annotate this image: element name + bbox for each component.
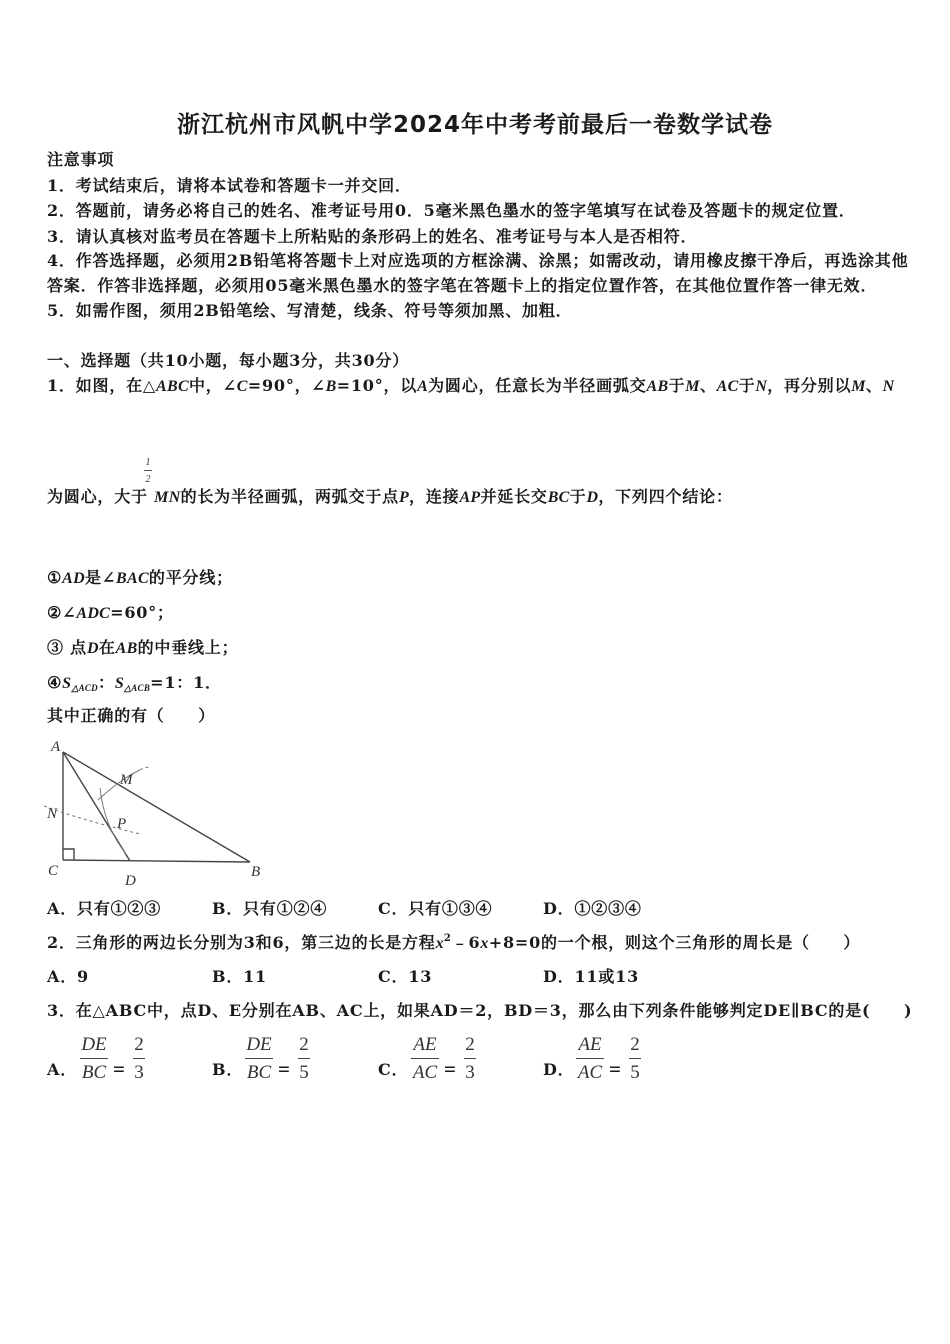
math-symbol: D	[86, 640, 99, 657]
q1-option-b: B．只有①②④	[212, 899, 328, 918]
text-run: ：	[98, 673, 115, 692]
text-run: 2	[443, 933, 452, 944]
text-run: 1．如图，在△	[47, 376, 157, 395]
value-fraction	[298, 1034, 310, 1084]
text-run: ﹣6	[451, 933, 481, 952]
text-run: +8=0的一个根，则这个三角形的周长是（ ）	[488, 933, 861, 952]
fraction-bar	[464, 1058, 476, 1059]
math-symbol: D	[586, 489, 599, 506]
math-symbol: AD	[62, 570, 85, 587]
fraction-bar	[144, 470, 152, 471]
math-symbol: x	[435, 935, 444, 952]
fraction-denominator: AC	[412, 1062, 438, 1083]
fraction-bar	[411, 1058, 439, 1059]
label-a: A	[51, 739, 61, 755]
fraction-denominator: 5	[630, 1062, 640, 1083]
q1-conclusion-4	[47, 674, 222, 693]
value-fraction	[629, 1034, 641, 1084]
equals-sign: =	[609, 1057, 621, 1081]
text-run: ③ 点	[47, 638, 87, 657]
option-label: A．	[47, 1060, 78, 1079]
fraction-bar	[133, 1058, 145, 1059]
math-symbol: BAC	[116, 570, 149, 587]
fraction-one-half	[143, 457, 153, 485]
fraction-denominator: 3	[134, 1062, 144, 1083]
text-run: 的中垂线上；	[137, 638, 239, 657]
math-symbol: B	[325, 378, 337, 395]
ratio-fraction	[80, 1034, 108, 1084]
ratio-fraction	[576, 1034, 604, 1084]
label-n: N	[47, 806, 58, 822]
notice-heading: 注意事项	[47, 150, 115, 169]
value-fraction	[133, 1034, 145, 1084]
q3-option-c	[378, 1034, 498, 1086]
q2-option-a: A．9	[47, 967, 89, 986]
q3-stem: 3．在△ABC中，点D、E分别在AB、AC上，如果AD＝2，BD＝3，那么由下列条件能够判定DE∥BC的是( )	[47, 1001, 913, 1020]
text-run: 于	[569, 487, 587, 506]
fraction-denominator: BC	[246, 1062, 272, 1083]
text-run: 为圆心，任意长为半径画弧交	[428, 376, 647, 395]
text-run: ④	[47, 673, 63, 692]
text-run: =10°，以	[336, 376, 418, 395]
value-fraction	[464, 1034, 476, 1084]
notice-line-4: 4．作答选择题，必须用2B铅笔将答题卡上对应选项的方框涂满、涂黑；如需改动，请用橡皮擦干净后，再选涂其他	[47, 251, 909, 270]
text-run: 于	[738, 376, 756, 395]
right-angle-mark	[63, 849, 74, 860]
triangle-diagram	[40, 736, 270, 891]
fraction-numerator: AE	[578, 1034, 602, 1055]
math-symbol: MN	[154, 489, 181, 506]
q2-option-c: C．13	[378, 967, 433, 986]
fraction-denominator: AC	[577, 1062, 603, 1083]
math-symbol: x	[480, 935, 489, 952]
text-run: =90°，∠	[247, 376, 326, 395]
math-symbol: AB	[646, 378, 669, 395]
fraction-numerator: 2	[299, 1034, 309, 1055]
text-run: =1：1．	[150, 673, 222, 692]
label-d: D	[125, 873, 136, 889]
fraction-numerator: 2	[465, 1034, 475, 1055]
q3-option-a	[47, 1034, 167, 1086]
fraction-numerator: AE	[413, 1034, 437, 1055]
text-run: ，下列四个结论：	[598, 487, 733, 506]
equals-sign: =	[278, 1057, 290, 1081]
math-symbol: AP	[459, 489, 481, 506]
fraction-denominator: 2	[145, 474, 151, 485]
label-p: P	[117, 816, 127, 832]
fraction-denominator: 3	[465, 1062, 475, 1083]
fraction-denominator: 5	[299, 1062, 309, 1083]
q3-option-b	[212, 1034, 332, 1086]
notice-line-2: 2．答题前，请务必将自己的姓名、准考证号用0．5毫米黑色墨水的签字笔填写在试卷及答题卡的规定位置．	[47, 201, 856, 220]
q2-stem	[47, 934, 860, 953]
math-symbol: AB	[115, 640, 138, 657]
math-symbol: M	[685, 378, 700, 395]
exam-title: 浙江杭州市风帆中学2024年中考考前最后一卷数学试卷	[176, 112, 773, 138]
q3-option-d	[543, 1034, 663, 1086]
q1-option-c: C．只有①③④	[378, 899, 493, 918]
side-cb	[63, 860, 250, 862]
fraction-numerator: DE	[81, 1034, 107, 1055]
text-run: 的长为半径画弧，两弧交于点	[180, 487, 399, 506]
text-run: 中，∠	[188, 376, 237, 395]
fraction-bar	[298, 1058, 310, 1059]
math-symbol: C	[236, 378, 248, 395]
fraction-bar	[245, 1058, 273, 1059]
text-run: =60°；	[110, 603, 174, 622]
text-run: 、	[699, 376, 717, 395]
text-run: ①	[47, 568, 63, 587]
text-run: 是∠	[84, 568, 116, 587]
math-symbol: A	[417, 378, 429, 395]
fraction-numerator: 1	[145, 457, 151, 468]
q1-stem-line-1	[47, 377, 894, 396]
math-symbol: S	[62, 675, 72, 692]
math-symbol: N	[755, 378, 768, 395]
label-m: M	[120, 772, 133, 788]
q1-conclusion-2	[47, 604, 174, 623]
math-symbol: N	[882, 378, 895, 395]
fraction-bar	[629, 1058, 641, 1059]
notice-line-1: 1．考试结束后，请将本试卷和答题卡一并交回．	[47, 176, 412, 195]
math-symbol: △ACD	[71, 683, 98, 693]
math-symbol: BC	[547, 489, 570, 506]
text-run: 2．三角形的两边长分别为3和6，第三边的长是方程	[47, 933, 436, 952]
q2-option-d: D．11或13	[543, 967, 640, 986]
notice-line-3: 3．请认真核对监考员在答题卡上所粘贴的条形码上的姓名、准考证号与本人是否相符．	[47, 227, 698, 246]
line-ad	[63, 752, 130, 861]
text-run: 为圆心，大于	[47, 487, 155, 506]
q1-option-d: D．①②③④	[543, 899, 642, 918]
fraction-bar	[576, 1058, 604, 1059]
math-symbol: AC	[716, 378, 739, 395]
label-c: C	[48, 863, 59, 879]
notice-line-5: 5．如需作图，须用2B铅笔绘、写清楚，线条、符号等须加黑、加粗．	[47, 301, 573, 320]
math-symbol: S	[114, 675, 125, 692]
math-symbol: P	[398, 489, 410, 506]
text-run: ②∠	[47, 603, 77, 622]
text-run: 并延长交	[480, 487, 548, 506]
ratio-fraction	[245, 1034, 273, 1084]
fraction-numerator: 2	[134, 1034, 144, 1055]
fraction-numerator: DE	[246, 1034, 272, 1055]
q1-question: 其中正确的有（ ）	[47, 706, 216, 725]
text-run: ，连接	[409, 487, 460, 506]
q1-conclusion-3	[47, 639, 238, 658]
equals-sign: =	[444, 1057, 456, 1081]
notice-line-4-continued: 答案．作答非选择题，必须用05毫米黑色墨水的签字笔在答题卡上的指定位置作答，在其他位置作答一律无效．	[47, 276, 878, 295]
option-label: C．	[378, 1060, 409, 1079]
text-run: 在	[98, 638, 116, 657]
math-symbol: M	[851, 378, 866, 395]
text-run: 、	[865, 376, 883, 395]
option-label: D．	[543, 1060, 575, 1079]
ratio-fraction	[411, 1034, 439, 1084]
q1-conclusion-1	[47, 569, 233, 588]
arc-through-m-end	[140, 767, 150, 770]
label-b: B	[251, 864, 261, 880]
equals-sign: =	[113, 1057, 125, 1081]
text-run: ，再分别以	[767, 376, 852, 395]
q1-stem-line-2	[47, 488, 733, 507]
side-ab	[63, 752, 250, 862]
section-heading: 一、选择题（共10小题，每小题3分，共30分）	[47, 351, 410, 370]
math-symbol: △ACB	[124, 683, 151, 693]
fraction-bar	[80, 1058, 108, 1059]
math-symbol: ADC	[76, 605, 111, 622]
fraction-denominator: BC	[81, 1062, 107, 1083]
text-run: 的平分线；	[148, 568, 233, 587]
q1-option-a: A．只有①②③	[47, 899, 162, 918]
fraction-numerator: 2	[630, 1034, 640, 1055]
q2-option-b: B．11	[212, 967, 267, 986]
math-symbol: ABC	[156, 378, 189, 395]
option-label: B．	[212, 1060, 244, 1079]
text-run: 于	[668, 376, 686, 395]
